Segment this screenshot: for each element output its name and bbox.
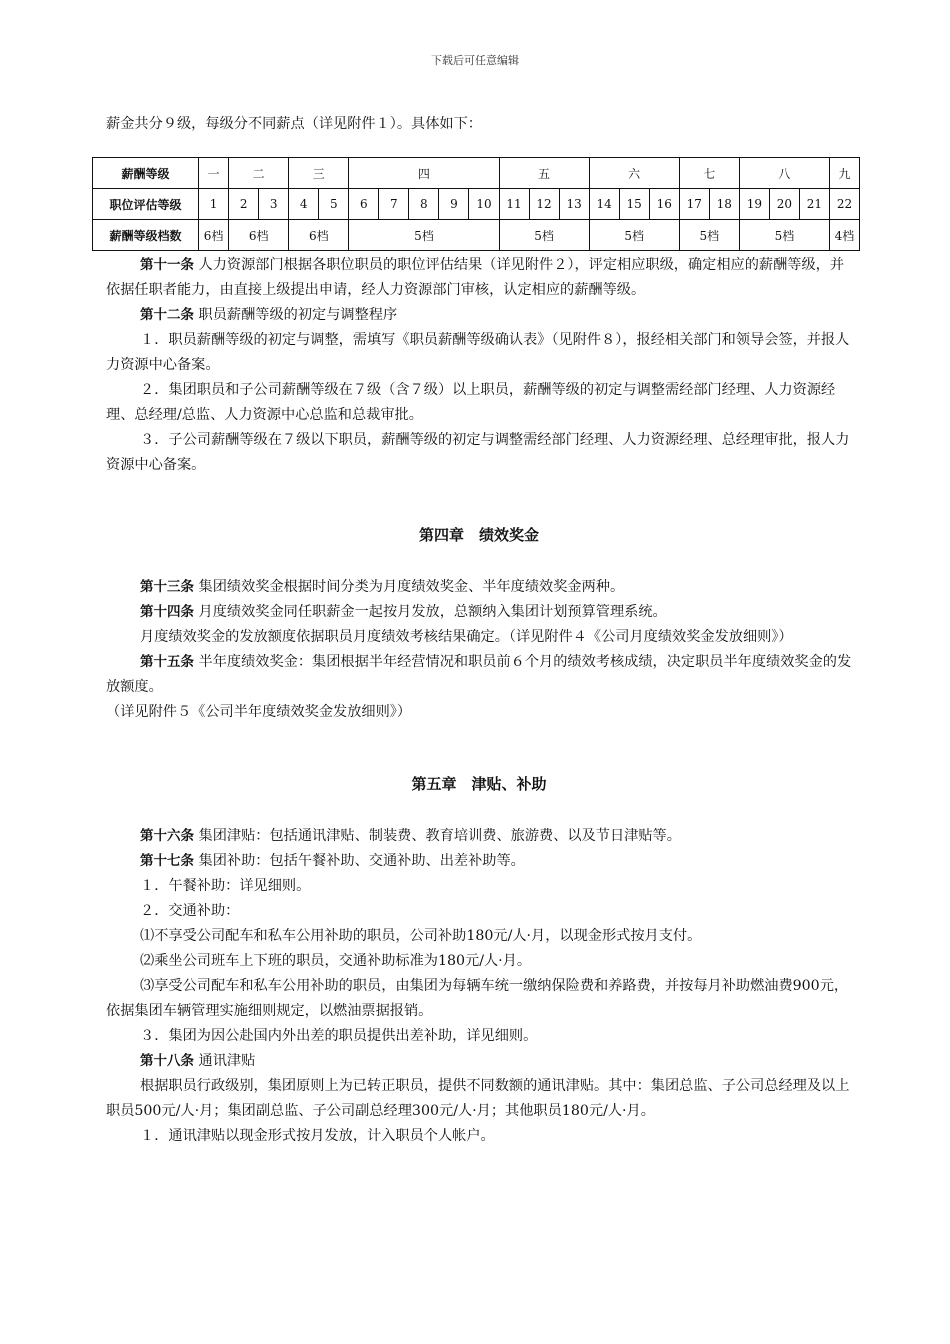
row-header: 职位评估等级	[93, 189, 199, 220]
article-17-item-2a: ⑴不享受公司配车和私车公用补助的职员，公司补助180元/人·月，以现金形式按月支付。	[140, 928, 702, 944]
table-row	[93, 158, 860, 189]
table-cell: 16	[649, 189, 679, 220]
chapter-5-title: 第五章 津贴、补助	[411, 775, 547, 793]
table-cell: 九	[829, 158, 859, 189]
article-label: 第十二条	[140, 307, 194, 323]
article-text: 集团绩效奖金根据时间分类为月度绩效奖金、半年度绩效奖金两种。	[198, 579, 625, 595]
table-cell: 七	[679, 158, 739, 189]
table-cell: 5档	[349, 220, 499, 251]
article-12	[106, 303, 852, 328]
table-cell: 五	[499, 158, 589, 189]
table-cell: 14	[589, 189, 619, 220]
table-cell: 6档	[229, 220, 289, 251]
article-12-item-1: １．职员薪酬等级的初定与调整，需填写《职员薪酬等级确认表》（见附件８），报经相关部门和领导会签，并报人力资源中心备案。	[106, 332, 850, 373]
table-cell: 6	[349, 189, 379, 220]
table-cell: 20	[769, 189, 799, 220]
table-cell: 5档	[499, 220, 589, 251]
table-row	[93, 220, 860, 251]
table-cell: 12	[529, 189, 559, 220]
table-cell: 8	[409, 189, 439, 220]
table-cell: 10	[469, 189, 499, 220]
page-header-note: 下载后可任意编辑	[431, 54, 519, 67]
table-cell: 1	[199, 189, 229, 220]
salary-grade-table	[92, 157, 860, 251]
table-cell: 19	[739, 189, 769, 220]
article-14-paragraph: 月度绩效奖金的发放额度依据职员月度绩效考核结果确定。（详见附件４《公司月度绩效奖金发放细则》）	[140, 629, 793, 645]
article-17-item-2c: ⑶享受公司配车和私车公用补助的职员，由集团为每辆车统一缴纳保险费和养路费，并按每月补助燃油费900元，依据集团车辆管理实施细则规定，以燃油票据报销。	[106, 978, 849, 1019]
chapter-4-title: 第四章 绩效奖金	[418, 526, 539, 544]
article-16	[106, 824, 852, 849]
article-label: 第十六条	[140, 828, 194, 844]
table-cell: 5	[319, 189, 349, 220]
table-cell: 三	[289, 158, 349, 189]
table-cell: 5档	[589, 220, 679, 251]
article-text: 集团津贴：包括通讯津贴、制装费、教育培训费、旅游费、以及节日津贴等。	[198, 828, 681, 844]
table-cell: 3	[259, 189, 289, 220]
table-cell: 13	[559, 189, 589, 220]
article-text: 半年度绩效奖金：集团根据半年经营情况和职员前６个月的绩效考核成绩，决定职员半年度绩效奖金的发放额度。	[106, 654, 852, 695]
article-text: 月度绩效奖金同任职薪金一起按月发放，总额纳入集团计划预算管理系统。	[198, 604, 667, 620]
article-11	[106, 253, 852, 303]
article-label: 第十五条	[140, 654, 194, 670]
article-label: 第十八条	[140, 1053, 194, 1069]
article-label: 第十一条	[140, 257, 194, 273]
article-17-item-3: ３．集团为因公赴国内外出差的职员提供出差补助，详见细则。	[140, 1028, 538, 1044]
document-body	[106, 112, 855, 1149]
table-cell: 2	[229, 189, 259, 220]
table-cell: 八	[739, 158, 829, 189]
article-17-item-2: ２．交通补助：	[140, 903, 240, 919]
table-cell: 二	[229, 158, 289, 189]
table-cell: 11	[499, 189, 529, 220]
article-18-paragraph: 根据职员行政级别，集团原则上为已转正职员，提供不同数额的通讯津贴。其中：集团总监、子公司总经理及以上职员500元/人·月；集团副总监、子公司副总经理300元/人·月；其他职员180元/人·月。	[106, 1078, 850, 1119]
intro-paragraph: 薪金共分９级，每级分不同薪点（详见附件１）。具体如下：	[106, 116, 482, 132]
article-15	[106, 650, 852, 700]
table-cell: 5档	[679, 220, 739, 251]
table-cell: 4档	[829, 220, 859, 251]
table-cell: 一	[199, 158, 229, 189]
table-cell: 四	[349, 158, 499, 189]
table-cell: 9	[439, 189, 469, 220]
article-18	[106, 1049, 852, 1074]
table-cell: 21	[799, 189, 829, 220]
article-17-item-2b: ⑵乘坐公司班车上下班的职员，交通补助标准为180元/人·月。	[140, 953, 532, 969]
article-17	[106, 849, 852, 874]
article-text: 通讯津贴	[198, 1053, 256, 1069]
article-13	[106, 575, 852, 600]
table-cell: 15	[619, 189, 649, 220]
row-header: 薪酬等级	[93, 158, 199, 189]
article-text: 人力资源部门根据各职位职员的职位评估结果（详见附件２），评定相应职级，确定相应的薪酬等级，并依据任职者能力，由直接上级提出申请，经人力资源部门审核，认定相应的薪酬等级。	[106, 257, 845, 298]
article-12-item-2: ２．集团职员和子公司薪酬等级在７级（含７级）以上职员，薪酬等级的初定与调整需经部门经理、人力资源经理、总经理/总监、人力资源中心总监和总裁审批。	[106, 382, 836, 423]
table-cell: 六	[589, 158, 679, 189]
article-17-item-1: １．午餐补助：详见细则。	[140, 878, 311, 894]
article-text: 集团补助：包括午餐补助、交通补助、出差补助等。	[198, 853, 525, 869]
article-12-item-3: ３．子公司薪酬等级在７级以下职员，薪酬等级的初定与调整需经部门经理、人力资源经理、总经理审批，报人力资源中心备案。	[106, 432, 850, 473]
article-text: 职员薪酬等级的初定与调整程序	[198, 307, 398, 323]
article-label: 第十四条	[140, 604, 194, 620]
table-cell: 6档	[199, 220, 229, 251]
table-cell: 6档	[289, 220, 349, 251]
article-15-paragraph: （详见附件５《公司半年度绩效奖金发放细则》）	[106, 704, 412, 720]
table-cell: 18	[709, 189, 739, 220]
table-cell: 4	[289, 189, 319, 220]
table-row	[93, 189, 860, 220]
table-cell: 7	[379, 189, 409, 220]
article-label: 第十七条	[140, 853, 194, 869]
article-label: 第十三条	[140, 579, 194, 595]
table-cell: 5档	[739, 220, 829, 251]
table-cell: 22	[829, 189, 859, 220]
row-header: 薪酬等级档数	[93, 220, 199, 251]
table-cell: 17	[679, 189, 709, 220]
article-14	[106, 600, 852, 625]
article-18-item-1: １．通讯津贴以现金形式按月发放，计入职员个人帐户。	[140, 1128, 495, 1144]
